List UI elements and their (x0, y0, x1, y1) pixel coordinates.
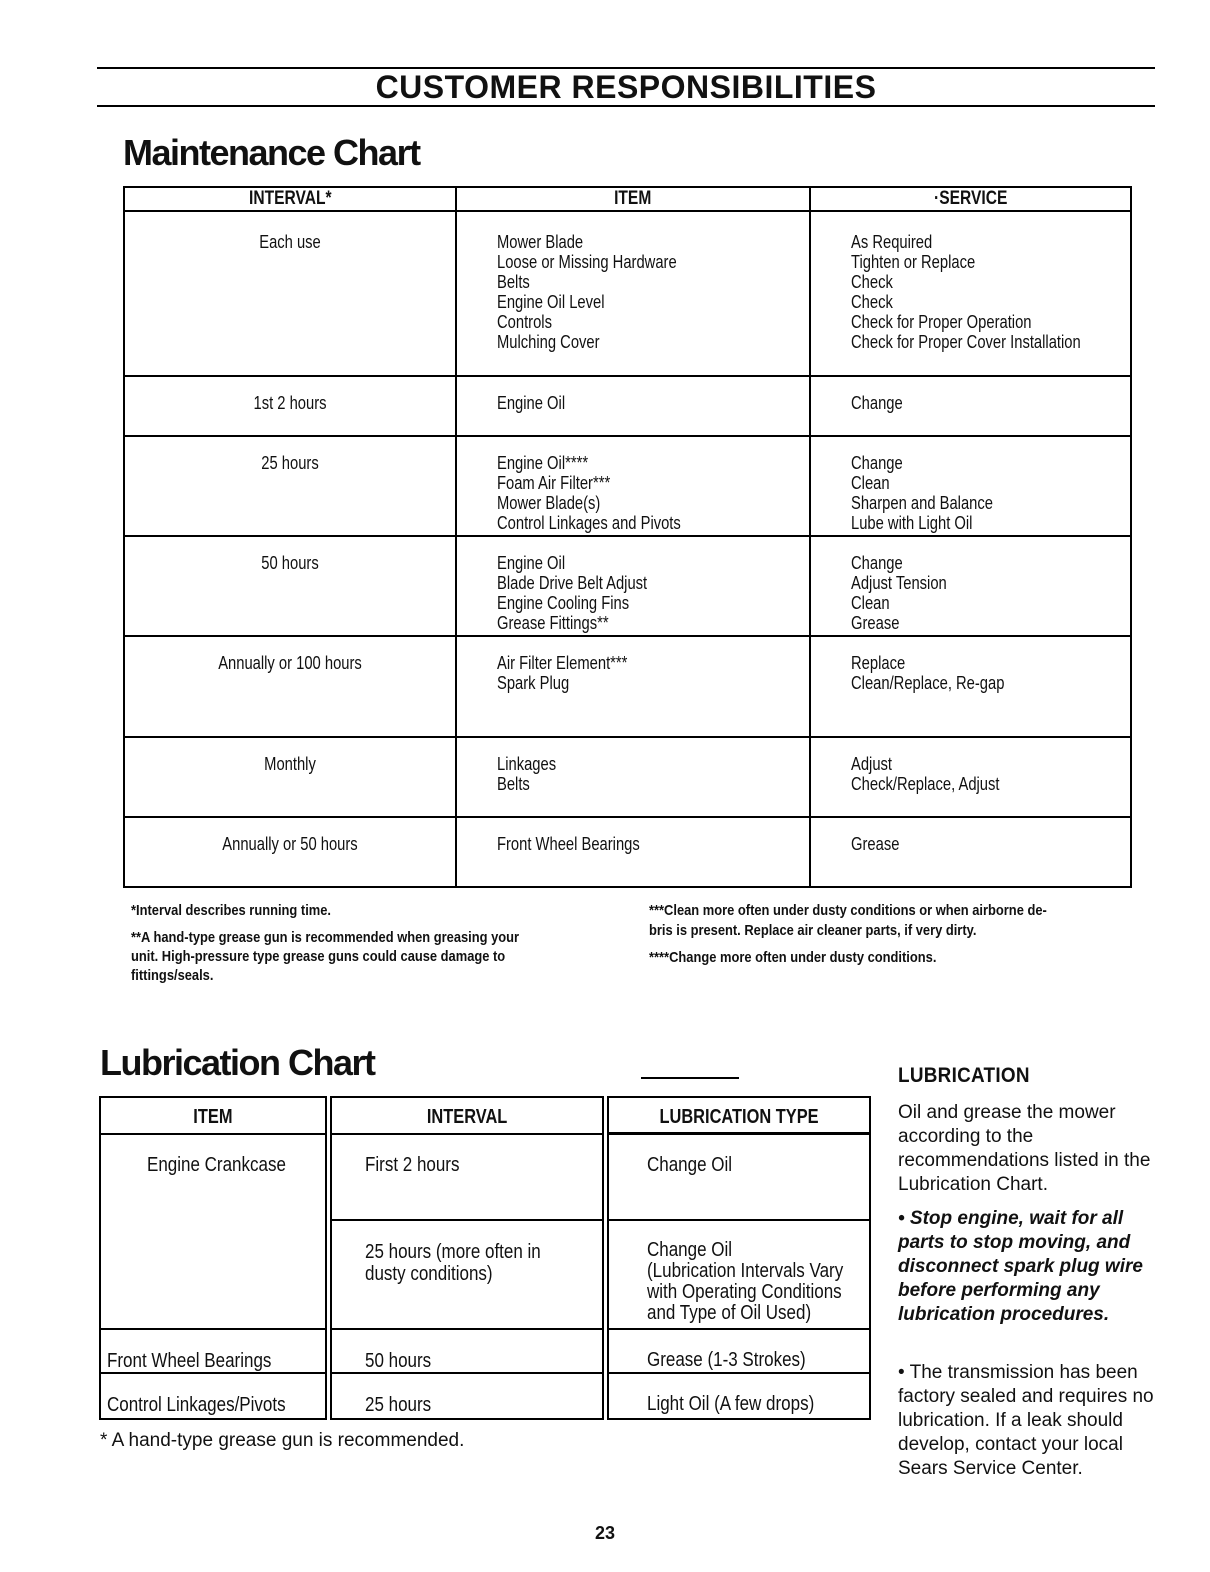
item-cell: Air Filter Element*** Spark Plug (497, 653, 628, 693)
divider-line (641, 1077, 739, 1079)
service-cell: Change Adjust Tension Clean Grease (851, 553, 947, 633)
row-divider (125, 816, 1130, 818)
header-interval: INTERVAL* (248, 188, 332, 209)
interval-cell: 50 hours (261, 553, 319, 573)
service-cell: Adjust Check/Replace, Adjust (851, 754, 1000, 794)
type-box (607, 1133, 871, 1221)
footnote-interval: *Interval describes running time. (131, 902, 332, 919)
type-cell: Change Oil (647, 1154, 733, 1176)
interval-cell: Annually or 50 hours (222, 834, 358, 854)
lubrication-chart-heading: Lubrication Chart (100, 1042, 375, 1083)
footnote-air-cleaner: ***Clean more often under dusty conditions or when airborne de- bris is present. Replace air cleaner parts, if very dirty. (649, 902, 1047, 939)
header-service: ·SERVICE (934, 188, 1008, 209)
row-divider (125, 635, 1130, 637)
column-divider (809, 188, 811, 886)
item-cell: Control Linkages/Pivots (107, 1394, 286, 1416)
item-cell: Engine Oil (497, 393, 566, 413)
lubrication-intro-text: Oil and grease the mower according to the recommendations listed in the Lubrication Chart. (898, 1102, 1151, 1195)
page-number: 23 (594, 1523, 616, 1543)
item-cell: Front Wheel Bearings (497, 834, 640, 854)
header-item: ITEM (193, 1106, 233, 1128)
interval-cell: 1st 2 hours (253, 393, 327, 413)
footnote-oil-change: ****Change more often under dusty conditions. (649, 949, 937, 966)
interval-cell: Each use (259, 232, 321, 252)
interval-cell: 25 hours (261, 453, 319, 473)
type-cell: Change Oil (Lubrication Intervals Vary with Operating Conditions and Type of Oil Used) (647, 1239, 844, 1324)
service-cell: Replace Clean/Replace, Re-gap (851, 653, 1005, 693)
item-cell: Front Wheel Bearings (107, 1350, 272, 1372)
interval-cell: First 2 hours (365, 1154, 460, 1176)
footnote-grease-gun: **A hand-type grease gun is recommended when greasing your unit. High-pressure type grease guns could cause damage to fittings/seals. (131, 929, 520, 984)
lubrication-note: * A hand-type grease gun is recommended. (100, 1430, 465, 1451)
row-divider (125, 375, 1130, 377)
item-cell: Mower Blade Loose or Missing Hardware Belts Engine Oil Level Controls Mulching Cover (497, 232, 677, 352)
maintenance-table (123, 186, 1132, 888)
header-item: ITEM (614, 188, 652, 209)
interval-cell: 25 hours (more often in dusty conditions) (365, 1241, 541, 1285)
type-cell: Grease (1-3 Strokes) (647, 1349, 806, 1371)
interval-cell: Annually or 100 hours (218, 653, 362, 673)
header-interval: INTERVAL (426, 1106, 508, 1128)
lubrication-section-title: LUBRICATION (898, 1064, 1030, 1087)
service-cell: As Required Tighten or Replace Check Check Check for Proper Operation Check for Proper Cover Installation (851, 232, 1081, 352)
row-divider (125, 435, 1130, 437)
lubrication-table (99, 1096, 871, 1420)
item-cell: Linkages Belts (497, 754, 557, 794)
item-cell: Engine Crankcase (147, 1154, 286, 1176)
maintenance-chart-heading: Maintenance Chart (123, 132, 420, 173)
lubrication-safety-warning: • Stop engine, wait for all parts to stop moving, and disconnect spark plug wire before performing any lubrication procedures. (898, 1208, 1143, 1325)
interval-cell: 50 hours (365, 1350, 432, 1372)
service-cell: Change Clean Sharpen and Balance Lube with Light Oil (851, 453, 993, 533)
item-cell: Engine Oil**** Foam Air Filter*** Mower Blade(s) Control Linkages and Pivots (497, 453, 681, 533)
interval-cell: 25 hours (365, 1394, 432, 1416)
service-cell: Grease (851, 834, 900, 854)
column-divider (455, 188, 457, 886)
service-cell: Change (851, 393, 903, 413)
title-underline (97, 105, 1155, 107)
page-title: CUSTOMER RESPONSIBILITIES (375, 69, 877, 105)
row-divider (125, 535, 1130, 537)
header-lubrication-type: LUBRICATION TYPE (659, 1106, 819, 1128)
type-cell: Light Oil (A few drops) (647, 1393, 815, 1415)
item-cell: Engine Oil Blade Drive Belt Adjust Engine Cooling Fins Grease Fittings** (497, 553, 648, 633)
transmission-note: • The transmission has been factory sealed and requires no lubrication. If a leak should develop, contact your local Sears Service Center. (898, 1362, 1154, 1479)
interval-cell: Monthly (264, 754, 316, 774)
interval-box (330, 1133, 604, 1221)
row-divider (125, 736, 1130, 738)
header-rule (125, 210, 1130, 212)
